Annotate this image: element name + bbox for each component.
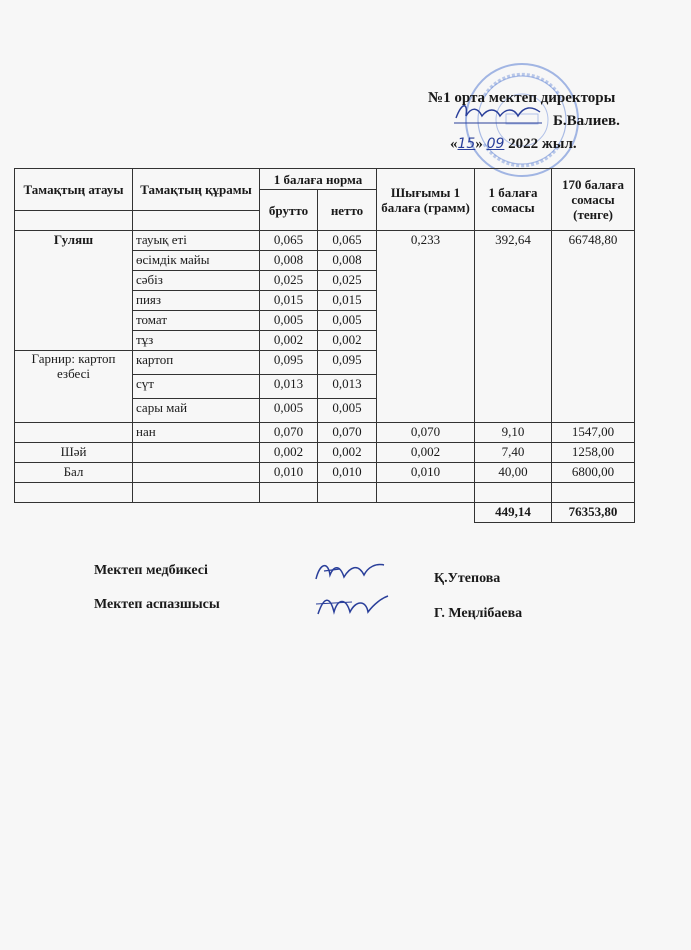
- total-row: [15, 503, 635, 523]
- date-month: 09: [486, 136, 505, 152]
- net-cell: 0,010: [318, 463, 377, 483]
- empty-cell: [475, 483, 552, 503]
- gross-cell: 0,025: [260, 271, 318, 291]
- cost-one-cell: 9,10: [475, 423, 552, 443]
- director-title: №1 орта мектеп директоры: [428, 90, 616, 106]
- net-cell: 0,005: [318, 399, 377, 423]
- nurse-signature: [310, 555, 390, 589]
- ingredient-cell: тауық еті: [133, 231, 260, 251]
- cook-signature: [312, 590, 392, 620]
- table-row: [15, 463, 635, 483]
- net-cell: 0,013: [318, 375, 377, 399]
- cost-one-cell: 7,40: [475, 443, 552, 463]
- empty-cell: [133, 483, 260, 503]
- net-cell: 0,008: [318, 251, 377, 271]
- gross-cell: 0,070: [260, 423, 318, 443]
- blank-cell: [260, 503, 318, 523]
- header-yield: Шығымы 1 балаға (грамм): [377, 169, 475, 231]
- table-row: [15, 443, 635, 463]
- date-quote-close: »: [475, 136, 483, 152]
- ingredient-cell: пияз: [133, 291, 260, 311]
- ingredient-cell: өсімдік майы: [133, 251, 260, 271]
- dish-goulash: Гуляш: [15, 231, 133, 351]
- empty-cell: [15, 483, 133, 503]
- dish-tea: Шәй: [15, 443, 133, 463]
- yield-cell: 0,070: [377, 423, 475, 443]
- date-quote-open: «: [450, 136, 458, 152]
- empty-cell: [15, 423, 133, 443]
- cost-170-goulash: 66748,80: [552, 231, 635, 423]
- empty-cell: [318, 483, 377, 503]
- gross-cell: 0,013: [260, 375, 318, 399]
- header-spacer: [15, 211, 133, 231]
- nurse-name: Қ.Утепова: [434, 571, 501, 586]
- table-row: [15, 231, 635, 251]
- gross-cell: 0,002: [260, 331, 318, 351]
- net-cell: 0,095: [318, 351, 377, 375]
- gross-cell: 0,010: [260, 463, 318, 483]
- header-ingredients: Тамақтың құрамы: [133, 169, 260, 211]
- empty-cell: [133, 463, 260, 483]
- net-cell: 0,002: [318, 331, 377, 351]
- gross-cell: 0,002: [260, 443, 318, 463]
- net-cell: 0,065: [318, 231, 377, 251]
- date-year: 2022 жыл.: [508, 136, 577, 152]
- nurse-title: Мектеп медбикесі: [94, 563, 208, 578]
- empty-cell: [260, 483, 318, 503]
- menu-table: [14, 168, 635, 523]
- director-signature: [452, 98, 544, 126]
- director-name: Б.Валиев.: [553, 113, 620, 129]
- dish-garnish: Гарнир: картоп езбесі: [15, 351, 133, 423]
- net-cell: 0,070: [318, 423, 377, 443]
- ingredient-cell: нан: [133, 423, 260, 443]
- ingredient-cell: томат: [133, 311, 260, 331]
- net-cell: 0,015: [318, 291, 377, 311]
- header-norm: 1 балаға норма: [260, 169, 377, 190]
- table-row: [15, 483, 635, 503]
- empty-cell: [133, 443, 260, 463]
- blank-cell: [377, 503, 475, 523]
- ingredient-cell: сәбіз: [133, 271, 260, 291]
- blank-cell: [133, 503, 260, 523]
- cost-one-goulash: 392,64: [475, 231, 552, 423]
- header-net: нетто: [318, 190, 377, 231]
- empty-cell: [552, 483, 635, 503]
- yield-cell: 0,002: [377, 443, 475, 463]
- total-cost-170: 76353,80: [552, 503, 635, 523]
- gross-cell: 0,065: [260, 231, 318, 251]
- ingredient-cell: сүт: [133, 375, 260, 399]
- header-cost-170: 170 балаға сомасы (тенге): [552, 169, 635, 231]
- gross-cell: 0,005: [260, 399, 318, 423]
- header-dish-name: Тамақтың атауы: [15, 169, 133, 211]
- dish-honey: Бал: [15, 463, 133, 483]
- gross-cell: 0,005: [260, 311, 318, 331]
- header-spacer: [133, 211, 260, 231]
- ingredient-cell: сары май: [133, 399, 260, 423]
- cook-name: Г. Меңлібаева: [434, 606, 523, 621]
- gross-cell: 0,015: [260, 291, 318, 311]
- cook-title: Мектеп аспазшысы: [94, 597, 220, 612]
- yield-cell: 0,010: [377, 463, 475, 483]
- empty-cell: [377, 483, 475, 503]
- ingredient-cell: тұз: [133, 331, 260, 351]
- header-gross: брутто: [260, 190, 318, 231]
- net-cell: 0,025: [318, 271, 377, 291]
- cost-170-cell: 6800,00: [552, 463, 635, 483]
- gross-cell: 0,008: [260, 251, 318, 271]
- cost-170-cell: 1258,00: [552, 443, 635, 463]
- blank-cell: [15, 503, 133, 523]
- gross-cell: 0,095: [260, 351, 318, 375]
- total-cost-one: 449,14: [475, 503, 552, 523]
- net-cell: 0,005: [318, 311, 377, 331]
- header-cost-one: 1 балаға сомасы: [475, 169, 552, 231]
- net-cell: 0,002: [318, 443, 377, 463]
- yield-goulash: 0,233: [377, 231, 475, 423]
- ingredient-cell: картоп: [133, 351, 260, 375]
- approval-date: [450, 136, 577, 153]
- cost-one-cell: 40,00: [475, 463, 552, 483]
- table-row: [15, 423, 635, 443]
- blank-cell: [318, 503, 377, 523]
- cost-170-cell: 1547,00: [552, 423, 635, 443]
- date-day: 15: [457, 136, 476, 152]
